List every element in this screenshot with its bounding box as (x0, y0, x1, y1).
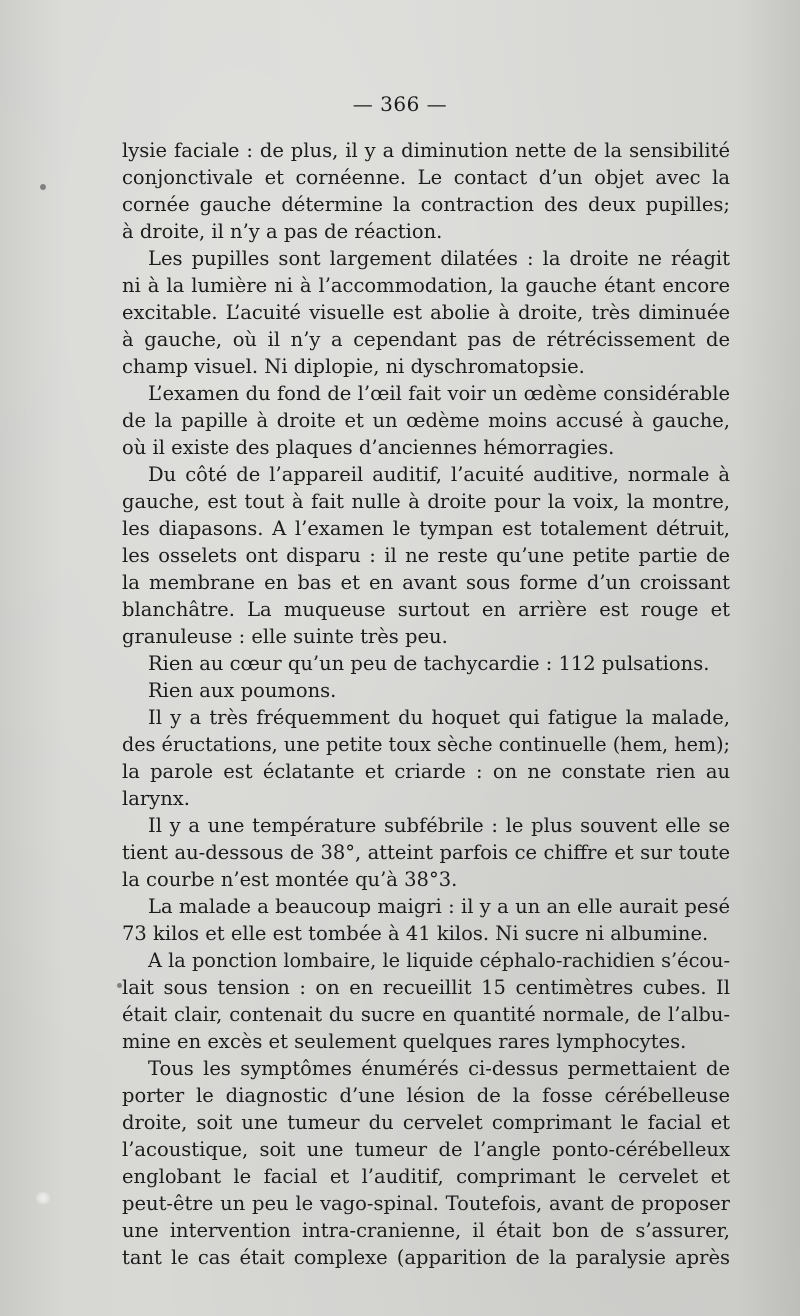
text-line: la courbe n’est montée qu’à 38°3. (122, 868, 458, 891)
text-line: Il y a une température subfébrile : le plus souvent elle se (148, 814, 730, 837)
text-line: gauche, est tout à fait nulle à droite pour la voix, la montre, (122, 490, 730, 513)
text-line: des éructations, une petite toux sèche continuelle (hem, hem); (122, 733, 730, 756)
text-line: blanchâtre. La muqueuse surtout en arrière est rouge et (122, 598, 730, 621)
text-line: Les pupilles sont largement dilatées : la droite ne réagit (148, 247, 730, 270)
text-line: la membrane en bas et en avant sous forme d’un croissant (122, 571, 730, 594)
text-line: granuleuse : elle suinte très peu. (122, 625, 448, 648)
text-line: La malade a beaucoup maigri : il y a un an elle aurait pesé (148, 895, 730, 918)
text-line: peut-être un peu le vago-spinal. Toutefois, avant de proposer (122, 1192, 730, 1215)
scan-smudge (36, 1192, 50, 1204)
text-line: les diapasons. A l’examen le tympan est totalement détruit, (122, 517, 730, 540)
text-line: cornée gauche détermine la contraction des deux pupilles; (122, 193, 730, 216)
page-number: — 366 — (352, 92, 448, 116)
text-line: excitable. L’acuité visuelle est abolie à droite, très diminuée (122, 301, 730, 324)
text-line: à droite, il n’y a pas de réaction. (122, 220, 443, 243)
text-line: Rien aux poumons. (148, 679, 337, 702)
text-line: les osselets ont disparu : il ne reste qu’une petite partie de (122, 544, 730, 567)
text-line: Il y a très fréquemment du hoquet qui fatigue la malade, (148, 706, 730, 729)
text-line: larynx. (122, 787, 190, 810)
text-line: L’examen du fond de l’œil fait voir un œdème considérable (148, 382, 730, 405)
text-line: englobant le facial et l’auditif, comprimant le cervelet et (122, 1165, 730, 1188)
text-line: droite, soit une tumeur du cervelet comprimant le facial et (122, 1111, 730, 1134)
text-line: à gauche, où il n’y a cependant pas de rétrécissement de (122, 328, 730, 351)
text-line: lait sous tension : on en recueillit 15 centimètres cubes. Il (122, 976, 730, 999)
text-line: lysie faciale : de plus, il y a diminution nette de la sensibilité (122, 139, 730, 162)
text-line: Du côté de l’appareil auditif, l’acuité auditive, normale à (148, 463, 730, 486)
text-line: la parole est éclatante et criarde : on ne constate rien au (122, 760, 730, 783)
text-line: ni à la lumière ni à l’accommodation, la gauche étant encore (122, 274, 730, 297)
text-line: de la papille à droite et un œdème moins accusé à gauche, (122, 409, 730, 432)
scan-speck (40, 184, 46, 190)
text-line: mine en excès et seulement quelques rares lymphocytes. (122, 1030, 687, 1053)
text-line: l’acoustique, soit une tumeur de l’angle ponto-cérébelleux (122, 1138, 730, 1161)
scan-speck (117, 983, 122, 988)
text-line: où il existe des plaques d’anciennes hémorragies. (122, 436, 615, 459)
text-line: une intervention intra-cranienne, il était bon de s’assurer, (122, 1219, 730, 1242)
text-line: porter le diagnostic d’une lésion de la fosse cérébelleuse (122, 1084, 730, 1107)
text-line: champ visuel. Ni diplopie, ni dyschromatopsie. (122, 355, 585, 378)
text-line: tient au-dessous de 38°, atteint parfois ce chiffre et sur toute (122, 841, 730, 864)
text-line: tant le cas était complexe (apparition de la paralysie après (122, 1246, 730, 1269)
text-line: Tous les symptômes énumérés ci-dessus permettaient de (148, 1057, 730, 1080)
text-line: Rien au cœur qu’un peu de tachycardie : 112 pulsations. (148, 652, 710, 675)
text-line: conjonctivale et cornéenne. Le contact d’un objet avec la (122, 166, 730, 189)
text-line: était clair, contenait du sucre en quantité normale, de l’albu- (122, 1003, 730, 1026)
body-text (122, 137, 730, 1271)
text-line: A la ponction lombaire, le liquide céphalo-rachidien s’écou- (148, 949, 730, 972)
text-line: 73 kilos et elle est tombée à 41 kilos. Ni sucre ni albumine. (122, 922, 709, 945)
